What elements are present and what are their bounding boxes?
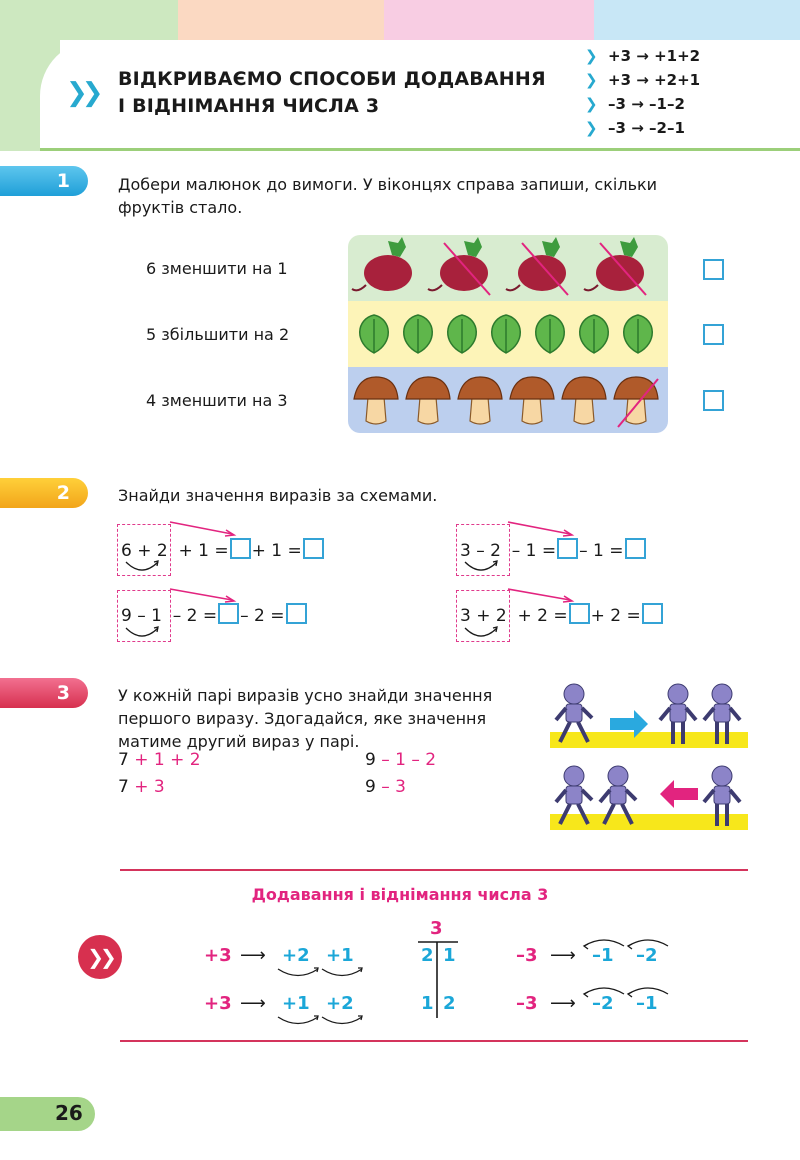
pair-expression: 7 + 1 + 2 bbox=[118, 750, 201, 770]
arrow-right-icon: ⟶ bbox=[550, 945, 576, 966]
page-number: 26 bbox=[55, 1101, 83, 1125]
title-line-1: ВІДКРИВАЄМО СПОСОБИ ДОДАВАННЯ bbox=[118, 68, 546, 90]
task-3-instruction: У кожній парі виразів усно знайди значення першого виразу. Здогадайся, яке значення матиме другий вираз у парі. bbox=[118, 686, 493, 751]
summary-part: –1 bbox=[592, 945, 614, 966]
task-1-instruction: Добери малюнок до вимоги. У віконцях справа запиши, скільки фруктів стало. bbox=[118, 175, 658, 217]
summary-part: +2 bbox=[326, 993, 354, 1014]
double-chevron-icon: ❯❯ bbox=[78, 935, 122, 979]
arrow-right-icon: ⟶ bbox=[550, 993, 576, 1014]
summary-part: +1 bbox=[326, 945, 354, 966]
summary-minus3: –3 bbox=[516, 945, 538, 966]
summary-plus3: +3 bbox=[204, 945, 232, 966]
split-top: 3 bbox=[430, 918, 443, 939]
rule-item: ❯ +3 → +1+2 bbox=[585, 47, 701, 65]
task-1-row-label: 4 зменшити на 3 bbox=[146, 391, 288, 410]
scheme-expression: 3 – 2 – 1 = – 1 = bbox=[460, 538, 647, 562]
task-2-instruction: Знайди значення виразів за схемами. bbox=[118, 486, 438, 505]
split-right: 2 bbox=[443, 993, 456, 1014]
task-1-row-label: 6 зменшити на 1 bbox=[146, 259, 288, 278]
task-1-badge: 1 bbox=[0, 166, 88, 196]
summary-title: Додавання і віднімання числа 3 bbox=[251, 885, 549, 904]
summary-part: –2 bbox=[592, 993, 614, 1014]
chevron-right-icon: ❯ bbox=[585, 95, 598, 113]
pair-expression: 9 – 1 – 2 bbox=[365, 750, 437, 770]
arrow-right-icon: ⟶ bbox=[240, 945, 266, 966]
chevron-right-icon: ❯ bbox=[585, 71, 598, 89]
summary-part: –1 bbox=[636, 993, 658, 1014]
chevron-right-icon: ❯ bbox=[585, 47, 598, 65]
double-chevron-icon: ❯❯ bbox=[66, 78, 98, 108]
rule-item: ❯ –3 → –2–1 bbox=[585, 119, 685, 137]
task-2-badge: 2 bbox=[0, 478, 88, 508]
task-1-row-label: 5 збільшити на 2 bbox=[146, 325, 290, 344]
scheme-expression: 6 + 2 + 1 = + 1 = bbox=[121, 538, 325, 562]
summary-part: +1 bbox=[282, 993, 310, 1014]
split-left: 1 bbox=[421, 993, 434, 1014]
scheme-expression: 9 – 1 – 2 = – 2 = bbox=[121, 603, 308, 627]
arrow-right-icon: ⟶ bbox=[240, 993, 266, 1014]
pair-expression: 9 – 3 bbox=[365, 777, 406, 797]
rule-item: ❯ +3 → +2+1 bbox=[585, 71, 701, 89]
split-left: 2 bbox=[421, 945, 434, 966]
chevron-right-icon: ❯ bbox=[585, 119, 598, 137]
summary-part: +2 bbox=[282, 945, 310, 966]
summary-part: –2 bbox=[636, 945, 658, 966]
split-right: 1 bbox=[443, 945, 456, 966]
rule-item: ❯ –3 → –1–2 bbox=[585, 95, 685, 113]
summary-minus3: –3 bbox=[516, 993, 538, 1014]
scheme-expression: 3 + 2 + 2 = + 2 = bbox=[460, 603, 664, 627]
title-line-2: І ВІДНІМАННЯ ЧИСЛА 3 bbox=[118, 95, 380, 117]
summary-plus3: +3 bbox=[204, 993, 232, 1014]
pair-expression: 7 + 3 bbox=[118, 777, 165, 797]
task-3-badge: 3 bbox=[0, 678, 88, 708]
